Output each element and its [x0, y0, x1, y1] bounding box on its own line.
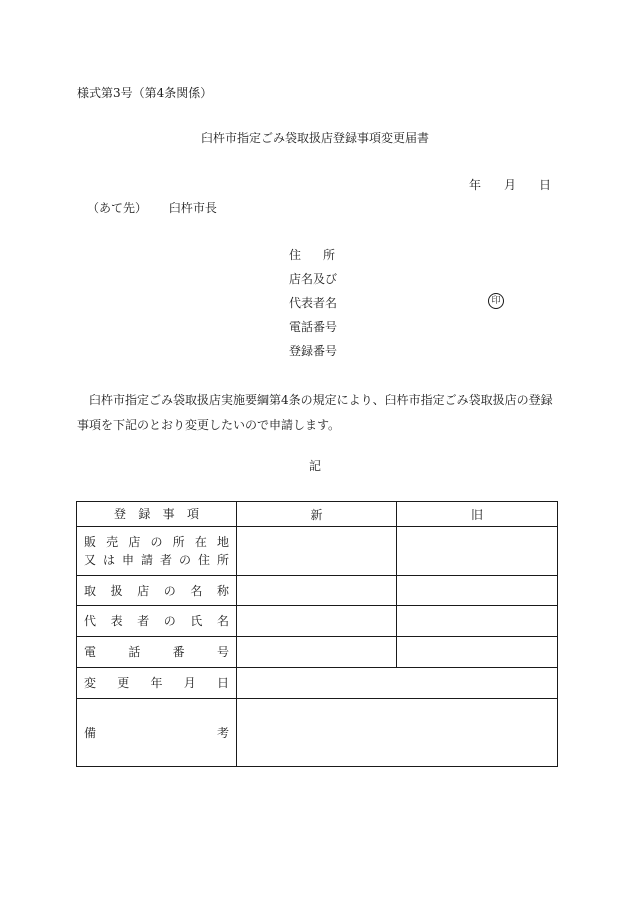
applicant-registration-label: 登録番号	[289, 344, 338, 358]
header-old: 旧	[397, 502, 558, 527]
applicant-address-label: 住所	[289, 248, 335, 262]
registration-change-table	[76, 501, 558, 767]
addressee-prefix: （あて先）	[87, 201, 148, 215]
addressee-name: 臼杵市長	[168, 201, 217, 215]
body-paragraph: 臼杵市指定ごみ袋取扱店実施要綱第4条の規定により、臼杵市指定ごみ袋取扱店の登録事項を下記のとおり変更したいので申請します。	[77, 393, 553, 432]
date-day: 日	[538, 178, 551, 192]
representative-old-cell[interactable]	[397, 606, 558, 637]
seal-mark: 印	[488, 293, 504, 309]
applicant-store-label: 店名及び	[289, 272, 338, 286]
document-title: 臼杵市指定ごみ袋取扱店登録事項変更届書	[200, 131, 429, 145]
row-label-representative: 代表者の氏名	[77, 606, 237, 637]
table-header-row	[77, 502, 558, 527]
remarks-cell[interactable]	[237, 699, 558, 767]
address-old-cell[interactable]	[397, 527, 558, 576]
date-month: 月	[503, 178, 516, 192]
date-row	[469, 178, 551, 192]
row-label-store-name: 取扱店の名称	[77, 576, 237, 606]
table-row	[77, 606, 558, 637]
store-name-new-cell[interactable]	[237, 576, 397, 606]
body-text	[77, 388, 557, 438]
table-row	[77, 699, 558, 767]
addressee	[87, 201, 217, 215]
row-label-address-line2: 又は申請者の住所	[84, 553, 229, 567]
applicant-representative-label: 代表者名	[289, 296, 338, 310]
remarks-label-right: 考	[216, 726, 229, 740]
date-year: 年	[469, 178, 482, 192]
row-label-phone: 電話番号	[77, 637, 237, 668]
address-new-cell[interactable]	[237, 527, 397, 576]
header-new: 新	[237, 502, 397, 527]
table-row	[77, 668, 558, 699]
row-label-change-date: 変更年月日	[77, 668, 237, 699]
applicant-phone-label: 電話番号	[289, 320, 338, 334]
form-number: 様式第3号（第4条関係）	[77, 86, 213, 100]
table-row	[77, 527, 558, 576]
header-registration-item: 登録事項	[77, 502, 237, 527]
phone-new-cell[interactable]	[237, 637, 397, 668]
table-row	[77, 637, 558, 668]
row-label-remarks	[77, 699, 237, 767]
remarks-label-left: 備	[84, 726, 97, 740]
ki-heading: 記	[308, 459, 321, 473]
change-date-cell[interactable]	[237, 668, 558, 699]
store-name-old-cell[interactable]	[397, 576, 558, 606]
table-row	[77, 576, 558, 606]
phone-old-cell[interactable]	[397, 637, 558, 668]
row-label-address-line1: 販売店の所在地	[84, 535, 229, 549]
row-label-address	[77, 527, 237, 576]
representative-new-cell[interactable]	[237, 606, 397, 637]
